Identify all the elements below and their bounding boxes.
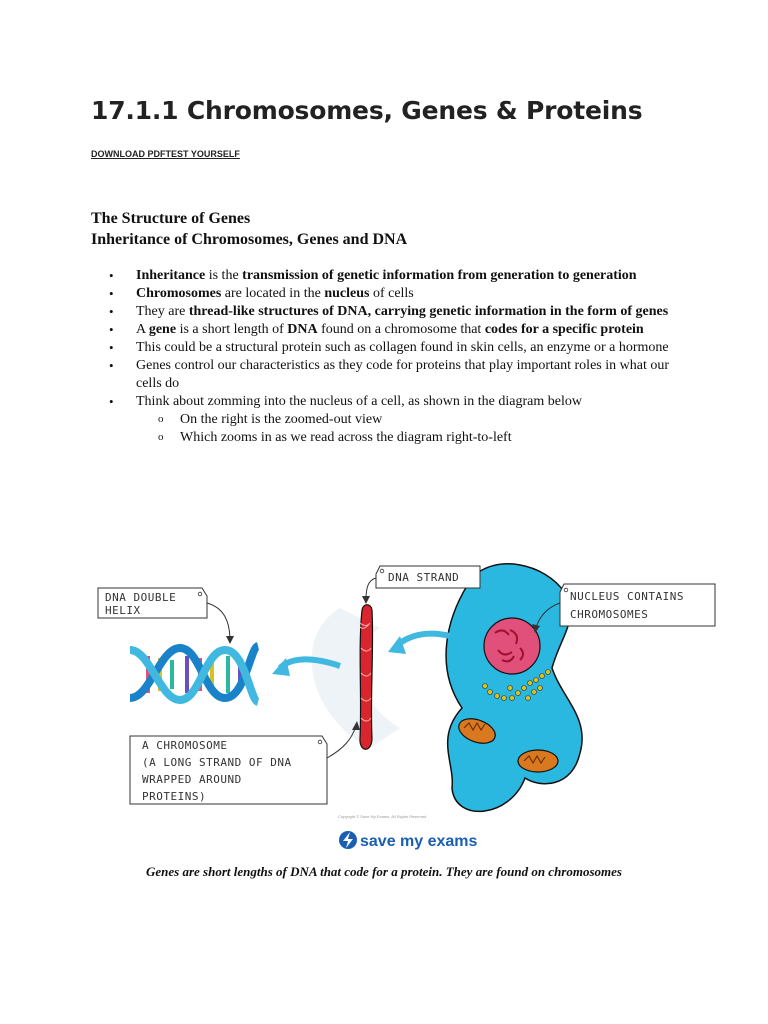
section-heading-inheritance: Inheritance of Chromosomes, Genes and DNA — [91, 231, 408, 248]
sub-list — [136, 411, 689, 447]
bold-term: gene — [148, 322, 177, 337]
bold-term: transmission of genetic information from generation to generation — [242, 268, 637, 283]
bullet-item — [109, 267, 689, 285]
text-run: is a short length of — [176, 322, 288, 337]
download-pdf-link[interactable]: DOWNLOAD PDF — [91, 149, 166, 159]
nucleus-shape — [484, 618, 540, 674]
bold-term: Inheritance — [136, 268, 206, 283]
action-links — [91, 149, 240, 159]
label-text: CHROMOSOMES — [570, 608, 649, 621]
bold-term: codes for a specific protein — [484, 322, 644, 337]
copyright-text: Copyright © Save My Exams. All Rights Reserved — [338, 814, 427, 819]
label-text: DNA STRAND — [388, 571, 460, 584]
bullet-item — [109, 321, 689, 339]
text-run: are located in the — [221, 286, 325, 301]
label-text: (A LONG STRAND OF DNA — [142, 756, 292, 769]
text-run: A — [136, 322, 149, 337]
mitochondrion — [518, 750, 558, 772]
bold-term: Chromosomes — [136, 286, 222, 301]
bold-term: thread-like structures of DNA, carrying genetic information in the form of genes — [188, 304, 669, 319]
bold-term: DNA — [287, 322, 318, 337]
page-title: 17.1.1 Chromosomes, Genes & Proteins — [91, 96, 643, 125]
label-text: PROTEINS) — [142, 790, 207, 803]
sub-item: o Which zooms in as we read across the diagram right-to-left — [136, 429, 689, 447]
section-heading-structure: The Structure of Genes — [91, 210, 251, 227]
label-text: A CHROMOSOME — [142, 739, 228, 752]
bold-term: nucleus — [324, 286, 370, 301]
bullet-list — [109, 267, 689, 447]
text-run: found on a chromosome that — [317, 322, 485, 337]
bullet-item — [109, 393, 689, 447]
chromosome-diagram — [90, 548, 720, 858]
bullet-item — [109, 285, 689, 303]
bullet-item — [109, 303, 689, 321]
dna-double-helix — [130, 646, 258, 702]
bullet-item: • This could be a structural protein such as collagen found in skin cells, an enzyme or a hormone — [109, 339, 689, 357]
save-my-exams-logo — [339, 831, 478, 850]
label-chromosome — [130, 721, 360, 804]
text-run: They are — [136, 304, 189, 319]
bullet-item: • Genes control our characteristics as they code for proteins that play important roles in what our cells do — [109, 357, 689, 393]
sub-item: o On the right is the zoomed-out view — [136, 411, 689, 429]
test-yourself-link[interactable]: TEST YOURSELF — [165, 149, 240, 159]
label-text: HELIX — [105, 604, 141, 617]
text-run: of cells — [369, 286, 414, 301]
label-dna-double-helix — [98, 588, 234, 644]
text-run: is the — [205, 268, 243, 283]
label-text: NUCLEUS CONTAINS — [570, 590, 684, 603]
figure-caption: Genes are short lengths of DNA that code for a protein. They are found on chromosomes — [146, 864, 622, 879]
text-run: Think about zomming into the nucleus of a cell, as shown in the diagram below — [136, 394, 582, 409]
label-text: DNA DOUBLE — [105, 591, 177, 604]
chromosome — [360, 605, 373, 750]
arrow-cell-to-chromosome — [396, 634, 450, 646]
label-text: WRAPPED AROUND — [142, 773, 242, 786]
brand-text: save my exams — [360, 833, 478, 850]
